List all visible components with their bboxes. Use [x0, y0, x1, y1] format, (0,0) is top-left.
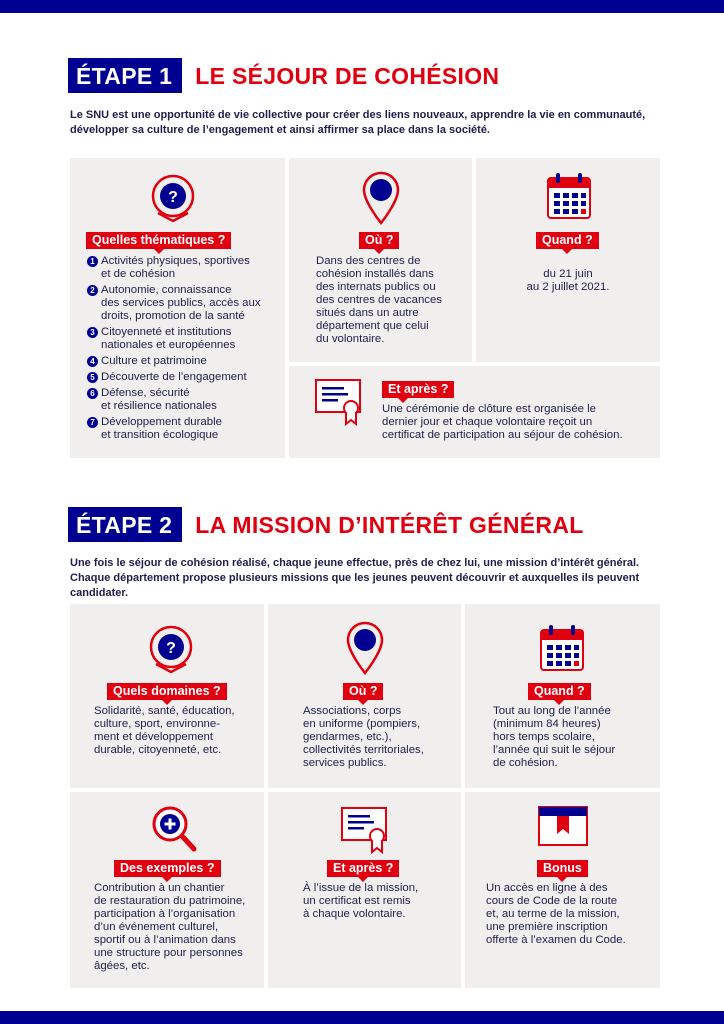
step2-title: LA MISSION D’INTÉRÊT GÉNÉRAL	[195, 511, 584, 538]
svg-text:?: ?	[166, 640, 176, 657]
after2-text: À l’issue de la mission, un certificat est remis à chaque volontaire.	[303, 882, 419, 920]
where2-label: Où ?	[343, 683, 383, 700]
step1-heading	[68, 58, 499, 93]
step2-heading	[68, 507, 584, 542]
themes-label: Quelles thématiques ?	[86, 232, 231, 249]
list-item: 3 Citoyenneté et institutions nationales et européennes	[87, 326, 277, 352]
bottom-band	[0, 1011, 724, 1024]
where2-text: Associations, corps en uniforme (pompiers, gendarmes, etc.), collectivités territoriales, services publics.	[303, 705, 424, 769]
list-item: 5 Découverte de l’engagement	[87, 371, 277, 384]
location-pin-icon	[345, 620, 385, 676]
when2-text: Tout au long de l’année (minimum 84 heures) hors temps scolaire, l’année qui suit le séjour de cohésion.	[493, 705, 616, 769]
after-text: Une cérémonie de clôture est organisée le dernier jour et chaque volontaire reçoit un certificat de participation au séjour de cohésion.	[382, 403, 623, 441]
step1-intro: Le SNU est une opportunité de vie collective pour créer des liens nouveaux, apprendre la vie en communauté, développer sa culture de l’engagement et ainsi affirmer sa place dans la société.	[70, 109, 646, 136]
examples-text: Contribution à un chantier de restauration du patrimoine, participation à l’organisation d’un événement culturel, sportif ou à l’animation dans une structure pour personnes âgées, etc.	[94, 882, 246, 972]
themes-list	[87, 255, 277, 445]
domains-text: Solidarité, santé, éducation, culture, sport, environne- ment et développement durable, citoyenneté, etc.	[94, 705, 235, 756]
after-label: Et après ?	[382, 381, 454, 398]
where-text: Dans des centres de cohésion installés dans des internats publics ou des centres de vacances situés dans un autre département que celui du volontaire.	[316, 255, 443, 345]
list-item: 7 Développement durable et transition écologique	[87, 416, 277, 442]
magnifier-plus-icon	[150, 804, 198, 854]
examples-label: Des exemples ?	[114, 860, 221, 877]
when2-label: Quand ?	[528, 683, 591, 700]
svg-text:?: ?	[168, 189, 178, 206]
after2-label: Et après ?	[327, 860, 399, 877]
step2-tag: ÉTAPE 2	[68, 507, 182, 542]
list-item: 4 Culture et patrimoine	[87, 355, 277, 368]
top-band	[0, 0, 724, 13]
question-pin-icon	[148, 625, 194, 675]
bonus-label: Bonus	[537, 860, 588, 877]
when-label: Quand ?	[536, 232, 599, 249]
domains-label: Quels domaines ?	[107, 683, 227, 700]
when-text: du 21 juin au 2 juillet 2021.	[526, 268, 610, 293]
list-item: 6 Défense, sécurité et résilience nationales	[87, 387, 277, 413]
bookmark-icon	[538, 806, 588, 846]
certificate-icon	[314, 378, 364, 426]
question-pin-icon	[150, 174, 196, 224]
bonus-text: Un accès en ligne à des cours de Code de la route et, au terme de la mission, une première inscription offerte à l’examen du Code.	[486, 882, 626, 946]
location-pin-icon	[361, 170, 401, 226]
certificate-icon	[340, 806, 390, 854]
list-item: 1 Activités physiques, sportives et de cohésion	[87, 255, 277, 281]
step1-title: LE SÉJOUR DE COHÉSION	[195, 62, 500, 89]
step2-intro: Une fois le séjour de cohésion réalisé, chaque jeune effectue, près de chez lui, une mission d’intérêt général. Chaque département propose plusieurs missions que les jeunes peuvent découvrir et auxquelles ils peuvent candidater.	[70, 557, 640, 599]
where-label: Où ?	[359, 232, 399, 249]
step1-tag: ÉTAPE 1	[68, 58, 182, 93]
calendar-icon	[539, 624, 585, 672]
calendar-icon	[546, 172, 592, 220]
list-item: 2 Autonomie, connaissance des services publics, accès aux droits, promotion de la santé	[87, 284, 277, 323]
